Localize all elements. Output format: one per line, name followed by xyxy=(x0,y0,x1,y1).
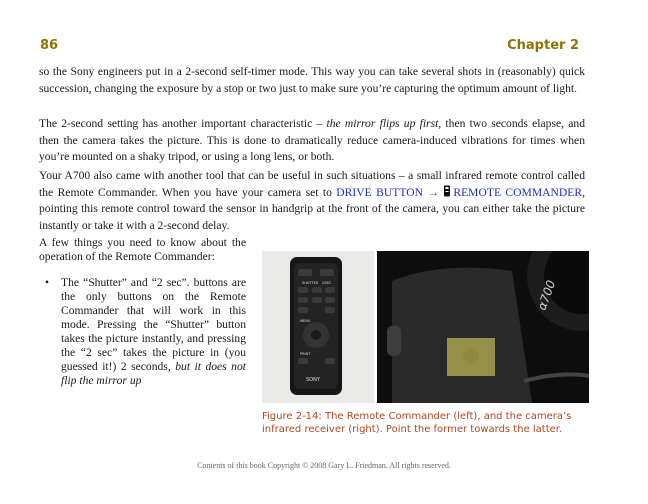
left-column xyxy=(39,236,246,388)
copyright-footer: Contents of this book Copyright © 2008 Gary L. Friedman. All rights reserved. xyxy=(197,461,451,470)
figure-photo xyxy=(262,251,589,403)
bullet-emphasis: but it does not flip the mirror up xyxy=(61,360,246,387)
p2-emphasis: the mirror flips up first, xyxy=(326,117,442,130)
figure-image xyxy=(262,251,589,403)
remote-commander-link[interactable]: REMOTE COMMANDER xyxy=(453,185,583,199)
camera-model: α700 xyxy=(534,278,559,313)
paragraph-1: so the Sony engineers put in a 2-second self-timer mode. This way you can take several shots in (reasonably) quick succession, changing the exposure by a stop or two just to make sure you’re capturing the optimum amount of light. xyxy=(39,65,585,95)
left-intro: A few things you need to know about the operation of the Remote Commander: xyxy=(39,236,246,263)
remote-label-2sec: 2SEC xyxy=(322,281,332,285)
paragraph-2 xyxy=(39,116,585,166)
remote-label-print: PRINT xyxy=(300,352,311,356)
figure-caption: Figure 2-14: The Remote Commander (left), and the camera’s infrared receiver (right). Point the former towards the latter. xyxy=(262,411,572,435)
drive-button-link[interactable]: DRIVE BUTTON → xyxy=(336,185,444,199)
remote-icon xyxy=(443,185,451,197)
bullet-item xyxy=(39,276,246,388)
p2-text-a: The 2-second setting has another important characteristic – xyxy=(39,117,327,130)
paragraph-3 xyxy=(39,168,585,234)
chapter-title: Chapter 2 xyxy=(507,38,579,53)
page-number: 86 xyxy=(40,38,59,53)
bullet-text: The “Shutter” and “2 sec”. buttons are the only buttons on the Remote Commander that will work in this mode. Pressing the “Shutter” button takes the picture instantly, and pressing the “2 sec” takes the picture in (you guessed it!) 2 seconds, xyxy=(61,276,246,373)
p2-text-b: then two seconds elapse, and then the camera takes the picture. This is done to dramatically reduce camera-induced vibrations for times when you’re mounted on a shaky tripod, or using a long lens, or both. xyxy=(39,117,585,163)
bullet-dot: • xyxy=(45,276,50,289)
p3-text-a: Your A700 also came with another tool that can be useful in such situations – a small infrared remote control called the Remote Commander. When you have your camera set to xyxy=(39,169,585,199)
remote-brand: SONY xyxy=(306,377,320,383)
p3-text-b: , pointing this remote control toward the sensor in handgrip at the front of the camera, you can either take the picture instantly or take it with a 2-second delay. xyxy=(39,185,585,232)
remote-label-menu: MENU xyxy=(300,319,311,323)
remote-label-shutter: SHUTTER xyxy=(302,281,319,285)
